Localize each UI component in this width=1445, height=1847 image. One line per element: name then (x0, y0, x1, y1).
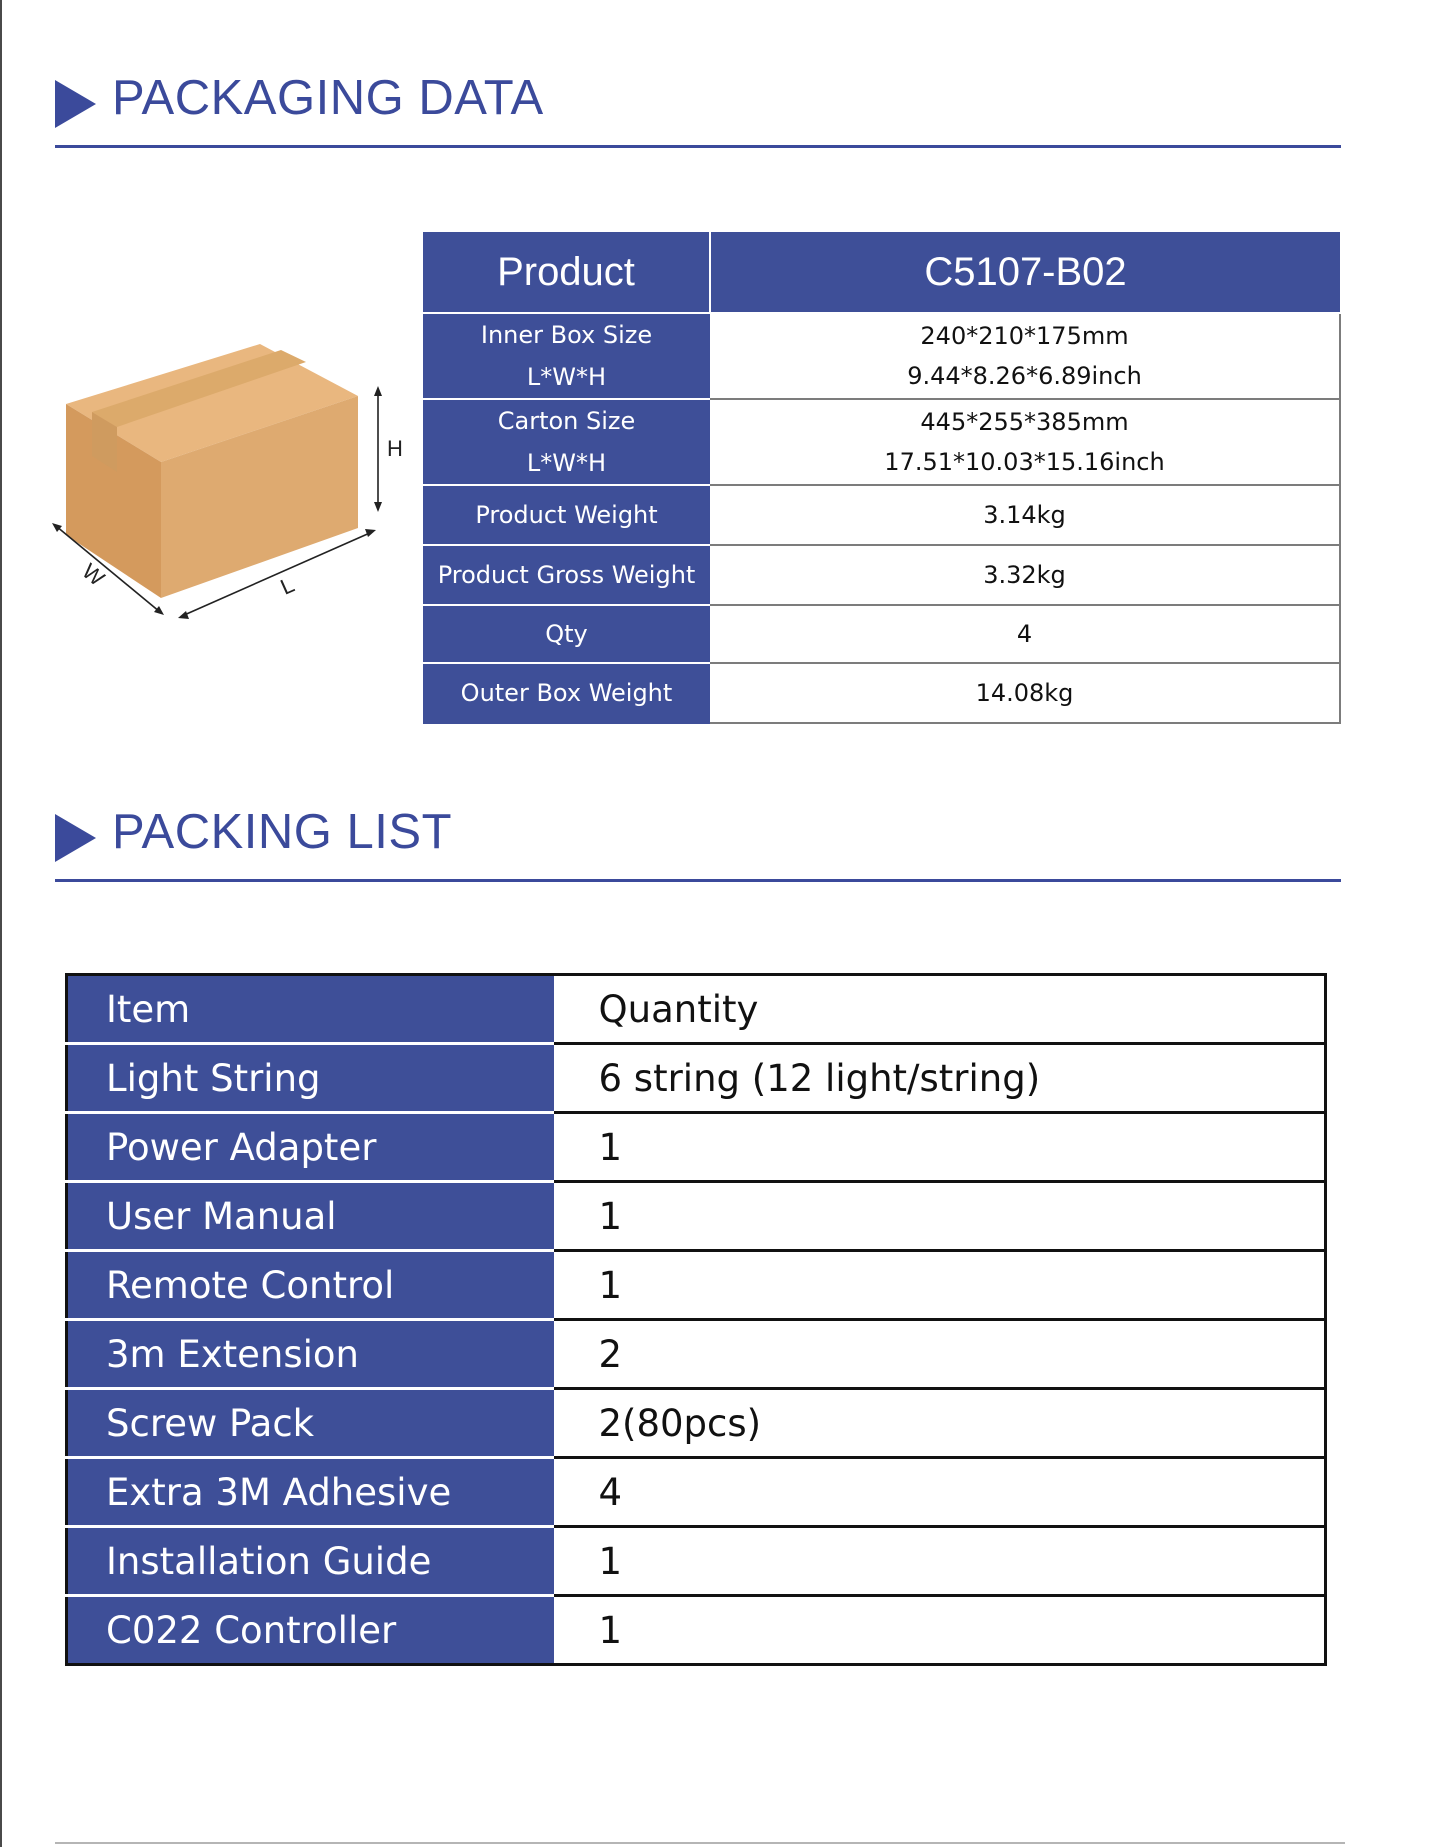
triangle-bullet-icon (55, 814, 96, 862)
item-column-header: Item (67, 975, 554, 1044)
packaging-data-title: PACKAGING DATA (112, 71, 544, 125)
carton-size-value-line1: 445*255*385mm (920, 408, 1129, 436)
product-header-label: Product (423, 232, 710, 313)
outer-box-weight-value: 14.08kg (710, 663, 1340, 723)
table-row (423, 605, 1340, 663)
qty-value: 4 (710, 605, 1340, 663)
packaging-table-header-row (423, 232, 1340, 313)
quantity-column-header: Quantity (554, 975, 1326, 1044)
carton-size-label-line1: Carton Size (497, 407, 636, 435)
height-arrow-top-icon (374, 386, 382, 396)
quantity-cell: 1 (554, 1182, 1326, 1251)
inner-box-size-label (423, 313, 710, 399)
table-row (67, 1458, 1326, 1527)
carton-size-value (710, 399, 1340, 485)
inner-box-size-value-line1: 240*210*175mm (920, 322, 1129, 350)
inner-box-size-label-line1: Inner Box Size (480, 321, 653, 349)
product-weight-label: Product Weight (423, 485, 710, 545)
length-arrow-right-icon (365, 529, 376, 537)
product-gross-weight-label: Product Gross Weight (423, 545, 710, 605)
table-row (423, 663, 1340, 723)
table-row (423, 399, 1340, 485)
carton-size-value-line2: 17.51*10.03*15.16inch (884, 448, 1165, 476)
length-label: L (276, 571, 299, 600)
table-row (67, 1182, 1326, 1251)
quantity-cell: 2 (554, 1320, 1326, 1389)
table-row (67, 1527, 1326, 1596)
item-cell: C022 Controller (67, 1596, 554, 1665)
item-cell: Light String (67, 1044, 554, 1113)
length-arrow-left-icon (178, 611, 189, 619)
product-weight-value: 3.14kg (710, 485, 1340, 545)
item-cell: 3m Extension (67, 1320, 554, 1389)
packing-list-title: PACKING LIST (112, 805, 453, 859)
inner-box-size-label-line2: L*W*H (526, 363, 607, 391)
quantity-cell: 4 (554, 1458, 1326, 1527)
triangle-bullet-icon (55, 80, 96, 128)
item-cell: User Manual (67, 1182, 554, 1251)
height-arrow-bottom-icon (374, 502, 382, 512)
table-row (67, 1389, 1326, 1458)
qty-label: Qty (423, 605, 710, 663)
inner-box-size-value-line2: 9.44*8.26*6.89inch (907, 362, 1142, 390)
quantity-cell: 6 string (12 light/string) (554, 1044, 1326, 1113)
bottom-divider (55, 1842, 1345, 1844)
table-header-row (67, 975, 1326, 1044)
table-row (67, 1113, 1326, 1182)
product-gross-weight-value: 3.32kg (710, 545, 1340, 605)
quantity-cell: 1 (554, 1251, 1326, 1320)
left-page-border (0, 0, 2, 1847)
height-label: H (387, 436, 403, 461)
carton-size-label-line2: L*W*H (526, 449, 607, 477)
table-row (67, 1596, 1326, 1665)
width-label: W (77, 558, 110, 591)
item-cell: Installation Guide (67, 1527, 554, 1596)
item-cell: Extra 3M Adhesive (67, 1458, 554, 1527)
quantity-cell: 1 (554, 1113, 1326, 1182)
item-cell: Remote Control (67, 1251, 554, 1320)
packing-list-header (55, 792, 1341, 887)
table-row (67, 1251, 1326, 1320)
quantity-cell: 2(80pcs) (554, 1389, 1326, 1458)
carton-box-illustration (50, 330, 420, 630)
packing-list-underline (55, 879, 1341, 882)
product-header-value: C5107-B02 (710, 232, 1340, 313)
outer-box-weight-label: Outer Box Weight (423, 663, 710, 723)
quantity-cell: 1 (554, 1596, 1326, 1665)
item-cell: Power Adapter (67, 1113, 554, 1182)
packing-list-table (65, 973, 1327, 1666)
table-row (423, 545, 1340, 605)
carton-size-label (423, 399, 710, 485)
table-row (67, 1044, 1326, 1113)
packaging-data-header (55, 58, 1341, 153)
table-row (423, 313, 1340, 399)
table-row (67, 1320, 1326, 1389)
quantity-cell: 1 (554, 1527, 1326, 1596)
inner-box-size-value (710, 313, 1340, 399)
packaging-data-underline (55, 145, 1341, 148)
item-cell: Screw Pack (67, 1389, 554, 1458)
packaging-data-table (423, 232, 1341, 724)
table-row (423, 485, 1340, 545)
